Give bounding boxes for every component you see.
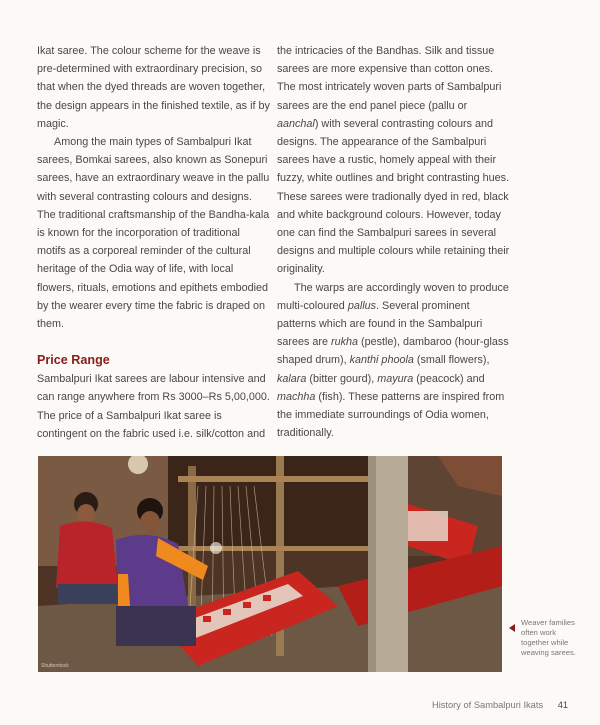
paragraph-price: Sambalpuri Ikat sarees are labour intensive and can range anywhere from Rs 3000–Rs 5,00,000. The price of a Sambalpuri Ikat saree is contingent on the fabric used i.e. silk/cotton and	[37, 373, 270, 440]
term-pallus: pallus	[347, 299, 377, 312]
term-aanchal: aanchal	[277, 117, 315, 130]
photo-caption: Weaver families often work together while weaving sarees.	[521, 618, 576, 657]
left-column	[37, 42, 271, 443]
paragraph-bandhas: the intricacies of the Bandhas. Silk and tissue sarees are more expensive than cotton ones. The most intricately woven parts of Sambalpuri sarees are the end panel piece (pallu or aanchal) with several contrasting colours and designs. The appearance of the Sambalpuri sarees have a rustic, homely appeal with their fuzzy, white outlines and bright contrasting hues. These sarees were tradionally dyed in red, black and white background colours. However, today one can find the Sambalpuri sarees in several designs and multiple colours while retaining their originality.	[277, 45, 510, 276]
term-kalara: kalara	[277, 372, 307, 385]
term-kanthi-phoola: kanthi phoola	[349, 354, 414, 367]
section-heading-price-range: Price Range	[37, 353, 110, 368]
weavers-photo	[38, 456, 502, 672]
page-number: 41	[557, 700, 569, 710]
term-machha: machha	[277, 390, 316, 403]
right-column	[277, 42, 511, 442]
paragraph-patterns: The warps are accordingly woven to produce multi-coloured pallus. Several prominent patterns which are found in the Sambalpuri sarees are rukha (pestle), dambaroo (hour-glass shaped drum), kanthi phoola (small flowers), kalara (bitter gourd), mayura (peacock) and machha (fish). These patterns are inspired from the immediate surroundings of Odia women, traditionally.	[277, 281, 509, 440]
caption-arrow-icon	[509, 624, 515, 632]
term-mayura: mayura	[377, 372, 414, 385]
photo-credit: Shutterstock	[41, 663, 69, 669]
footer-section-title: History of Sambalpuri Ikats	[432, 700, 544, 710]
page-footer	[432, 700, 568, 710]
loom-illustration	[38, 456, 502, 672]
term-rukha: rukha	[331, 336, 359, 349]
paragraph-saree-types: Among the main types of Sambalpuri Ikat sarees, Bomkai sarees, also known as Sonepuri sarees, have an extraordinary weave in the pallu with several contrasting colours and designs. The traditional craftsmanship of the Bandha-kala is known for the incorporation of traditional motifs as a corporeal reminder of the cultural heritage of the Odia way of life, with local flowers, rituals, emotions and epithets embodied by the wearer every time the fabric is draped on them.	[37, 136, 270, 331]
paragraph-continued: Ikat saree. The colour scheme for the weave is pre-determined with extraordinary precision, so that when the dyed threads are woven together, the design appears in the finished textile, as if by magic.	[37, 45, 270, 130]
